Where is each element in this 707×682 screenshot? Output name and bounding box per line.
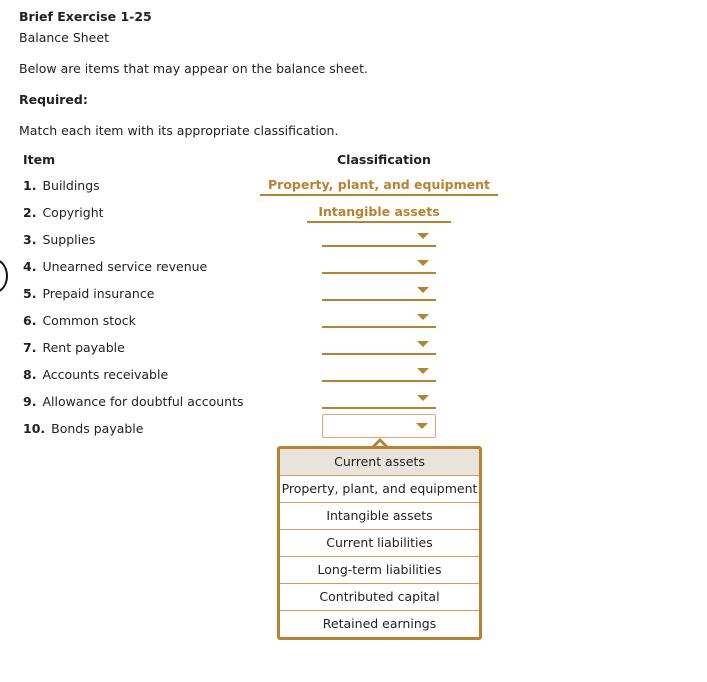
- item-row-6: [23, 313, 136, 328]
- classification-column-header: Classification: [337, 152, 431, 167]
- chevron-down-icon: [416, 423, 428, 429]
- required-label: Required:: [19, 92, 88, 107]
- classification-dropdown-3[interactable]: [322, 227, 436, 247]
- intro-text: Below are items that may appear on the balance sheet.: [19, 61, 368, 76]
- classification-dropdown-4[interactable]: [322, 254, 436, 274]
- classification-dropdown-10[interactable]: [322, 414, 436, 438]
- classification-dropdown-9[interactable]: [322, 389, 436, 409]
- item-label: Bonds payable: [51, 421, 144, 436]
- chevron-down-icon: [417, 287, 429, 293]
- classification-dropdown-8[interactable]: [322, 362, 436, 382]
- item-number: 2.: [23, 205, 37, 220]
- item-label: Copyright: [42, 205, 104, 220]
- item-row-8: [23, 367, 168, 382]
- option-long-term-liabilities[interactable]: Long-term liabilities: [280, 557, 479, 584]
- option-contributed-capital[interactable]: Contributed capital: [280, 584, 479, 611]
- item-label: Accounts receivable: [42, 367, 169, 382]
- answer-row-2[interactable]: Intangible assets: [307, 204, 451, 223]
- item-row-2: [23, 205, 104, 220]
- chevron-down-icon: [417, 341, 429, 347]
- item-row-1: [23, 178, 100, 193]
- chevron-down-icon: [417, 233, 429, 239]
- item-number: 8.: [23, 367, 37, 382]
- item-label: Unearned service revenue: [42, 259, 208, 274]
- option-current-assets[interactable]: Current assets: [280, 449, 479, 476]
- item-number: 7.: [23, 340, 37, 355]
- item-row-5: [23, 286, 154, 301]
- chevron-down-icon: [417, 395, 429, 401]
- chevron-down-icon: [417, 260, 429, 266]
- item-number: 9.: [23, 394, 37, 409]
- classification-options-menu: [277, 446, 482, 640]
- item-label: Prepaid insurance: [42, 286, 155, 301]
- option-intangible-assets[interactable]: Intangible assets: [280, 503, 479, 530]
- option-retained-earnings[interactable]: Retained earnings: [322, 616, 437, 631]
- item-number: 4.: [23, 259, 37, 274]
- instruction-text: Match each item with its appropriate classification.: [19, 123, 339, 138]
- item-number: 1.: [23, 178, 37, 193]
- item-label: Common stock: [42, 313, 136, 328]
- item-row-7: [23, 340, 125, 355]
- exercise-title: Brief Exercise 1-25: [19, 9, 152, 24]
- item-column-header: Item: [23, 152, 56, 167]
- item-label: Rent payable: [42, 340, 125, 355]
- item-row-10: [23, 421, 143, 436]
- item-row-9: [23, 394, 244, 409]
- chevron-down-icon: [417, 314, 429, 320]
- option-current-liabilities[interactable]: Current liabilities: [280, 530, 479, 557]
- cursor-circle-icon: [0, 259, 8, 293]
- item-number: 5.: [23, 286, 37, 301]
- item-row-3: [23, 232, 95, 247]
- classification-dropdown-6[interactable]: [322, 308, 436, 328]
- chevron-down-icon: [417, 368, 429, 374]
- item-label: Allowance for doubtful accounts: [42, 394, 244, 409]
- classification-dropdown-5[interactable]: [322, 281, 436, 301]
- item-row-4: [23, 259, 207, 274]
- answer-row-1[interactable]: Property, plant, and equipment: [260, 177, 498, 196]
- item-label: Buildings: [42, 178, 100, 193]
- item-label: Supplies: [42, 232, 96, 247]
- item-number: 10.: [23, 421, 46, 436]
- exercise-subtitle: Balance Sheet: [19, 30, 109, 45]
- option-property-plant-equipment[interactable]: Property, plant, and equipment: [280, 476, 479, 503]
- item-number: 3.: [23, 232, 37, 247]
- classification-dropdown-7[interactable]: [322, 335, 436, 355]
- item-number: 6.: [23, 313, 37, 328]
